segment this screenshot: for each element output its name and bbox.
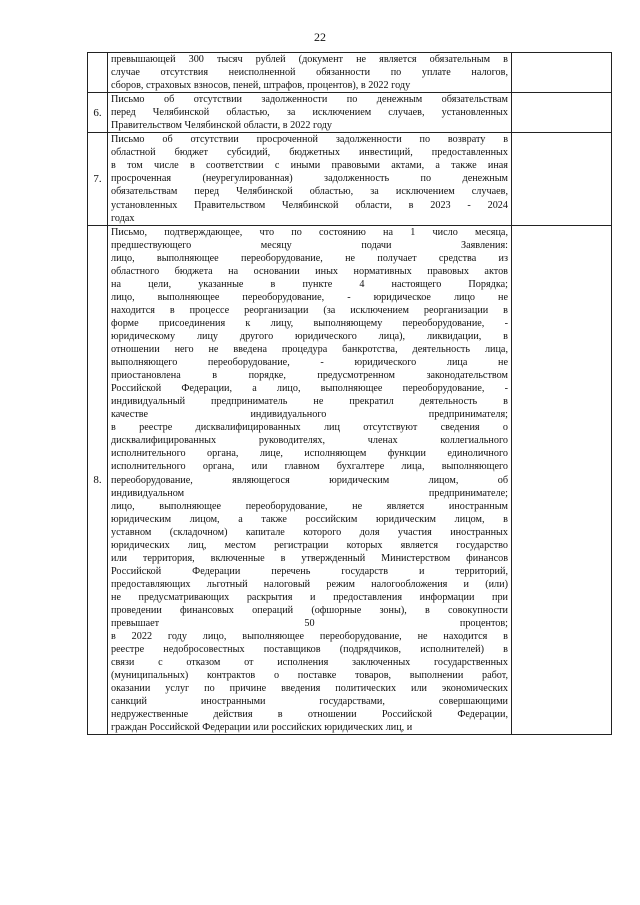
text-line: уставном (складочном) капитале которого доля участия иностранных	[111, 526, 508, 538]
text-line: или территория, включенные в утвержденный Министерством финансов	[111, 552, 508, 564]
text-line: предоставляющих льготный налоговый режим налогообложения и (или)	[111, 578, 508, 590]
text-line: приостановлена в порядке, предусмотренном законодательством	[111, 370, 508, 382]
text-line: областной бюджет субсидий, бюджетных инвестиций, предоставленных	[111, 147, 508, 159]
text-line: сборов, страховых взносов, пеней, штрафов, процентов), в 2022 году	[111, 80, 411, 92]
table-row	[88, 133, 612, 225]
text-line: установленных Правительством Челябинской области, в 2023 - 2024	[111, 199, 508, 211]
text-line: отношении него не введена процедура банкротства, деятельность лица,	[111, 344, 508, 356]
row-text	[108, 93, 512, 133]
text-line: оказании услуг по причине введения политических или экономических	[111, 683, 508, 695]
empty-cell	[512, 53, 612, 93]
text-line: исполнительного органа, лице, исполняющем функции единоличного	[111, 448, 508, 460]
text-line: просроченная (неурегулированная) задолженность по денежным	[111, 173, 508, 185]
text-line: в том числе в соответствии с иными правовыми актами, а также иная	[111, 160, 508, 172]
row-text	[108, 133, 512, 225]
text-line: проведении финансовых операций (офшорные зоны), в совокупности	[111, 604, 508, 616]
row-number: 6.	[88, 93, 108, 133]
page-number: 22	[314, 30, 326, 44]
text-line: годах	[111, 212, 135, 224]
text-line: исполнительного органа, или главном бухгалтере лица, выполняющего	[111, 461, 508, 473]
text-line: реестре недобросовестных поставщиков (подрядчиков, исполнителей) в	[111, 644, 508, 656]
text-line: в реестре дисквалифицированных лиц отсутствуют сведения о	[111, 422, 508, 434]
text-line: Российской Федерации перечень государств и территорий,	[111, 565, 508, 577]
text-line: дисквалифицированных руководителях, членах коллегиального	[111, 435, 508, 447]
row-number: 7.	[88, 133, 108, 225]
text-line: случае отсутствия неисполненной обязанности по уплате налогов,	[111, 67, 508, 79]
text-line: Письмо об отсутствии задолженности по денежным обязательствам	[111, 94, 508, 106]
text-line: Письмо, подтверждающее, что по состоянию на 1 число месяца,	[111, 226, 508, 238]
text-line: Письмо об отсутствии просроченной задолженности по возврату в	[111, 134, 508, 146]
text-line: обязательствам перед Челябинской областью, за исключением случаев,	[111, 186, 508, 198]
empty-cell	[512, 93, 612, 133]
text-line: качестве индивидуального предпринимателя;	[111, 409, 508, 421]
text-line: Правительством Челябинской области, в 2022 году	[111, 120, 333, 132]
text-line: лицо, выполняющее переоборудование, не получает средства из	[111, 252, 508, 264]
text-line: находится в процессе реорганизации (за исключением реорганизации в	[111, 304, 508, 316]
text-line: (муниципальных) контрактов о поставке товаров, выполнении работ,	[111, 670, 508, 682]
text-line: перед Челябинской областью, за исключением случаев, установленных	[111, 107, 508, 119]
empty-cell	[512, 225, 612, 735]
text-line: не предусматривающих раскрытия и предоставления информации при	[111, 591, 508, 603]
row-text	[108, 225, 512, 735]
text-line: превышающей 300 тысяч рублей (документ не является обязательным в	[111, 54, 508, 65]
table-row	[88, 93, 612, 133]
empty-cell	[512, 133, 612, 225]
requirements-table	[87, 52, 612, 735]
text-line: санкций иностранными государствами, совершающими	[111, 696, 508, 708]
text-line: переоборудование, являющегося юридическим лицом, об	[111, 474, 508, 486]
row-number: 8.	[88, 225, 108, 735]
text-line: форме присоединения к лицу, выполняющему переоборудование, -	[111, 317, 508, 329]
text-line: выполняющего переоборудование, - юридического лица не	[111, 357, 508, 369]
row-text	[108, 53, 512, 93]
text-line: в 2022 году лицо, выполняющее переоборудование, не находится в	[111, 631, 508, 643]
text-line: областного бюджета на основании иных нормативных правовых актов	[111, 265, 508, 277]
table-row	[88, 53, 612, 93]
text-line: лицо, выполняющее переоборудование, - юридическое лицо не	[111, 291, 508, 303]
text-line: индивидуальном предпринимателе;	[111, 487, 508, 499]
text-line: юридических лиц, местом регистрации которых является государство	[111, 539, 508, 551]
text-line: связи с отказом от исполнения заключенных государственных	[111, 657, 508, 669]
text-line: индивидуальный предприниматель не прекратил деятельность в	[111, 396, 508, 408]
text-line: Российской Федерации, а лицо, выполняющее переоборудование, -	[111, 383, 508, 395]
text-line: граждан Российской Федерации или российских юридических лиц, и	[111, 722, 413, 734]
text-line: юридическому лицу другого юридического лица), ликвидации, в	[111, 330, 508, 342]
text-line: юридическим лицом, а также российским юридическим лицом, в	[111, 513, 508, 525]
row-number	[88, 53, 108, 93]
text-line: предшествующего месяцу подачи Заявления:	[111, 239, 508, 251]
text-line: на цели, указанные в пункте 4 настоящего Порядка;	[111, 278, 508, 290]
text-line: лицо, выполняющее переоборудование, не является иностранным	[111, 500, 508, 512]
text-line: превышает 50 процентов;	[111, 618, 508, 630]
table-row	[88, 225, 612, 735]
text-line: недружественные действия в отношении Российской Федерации,	[111, 709, 508, 721]
